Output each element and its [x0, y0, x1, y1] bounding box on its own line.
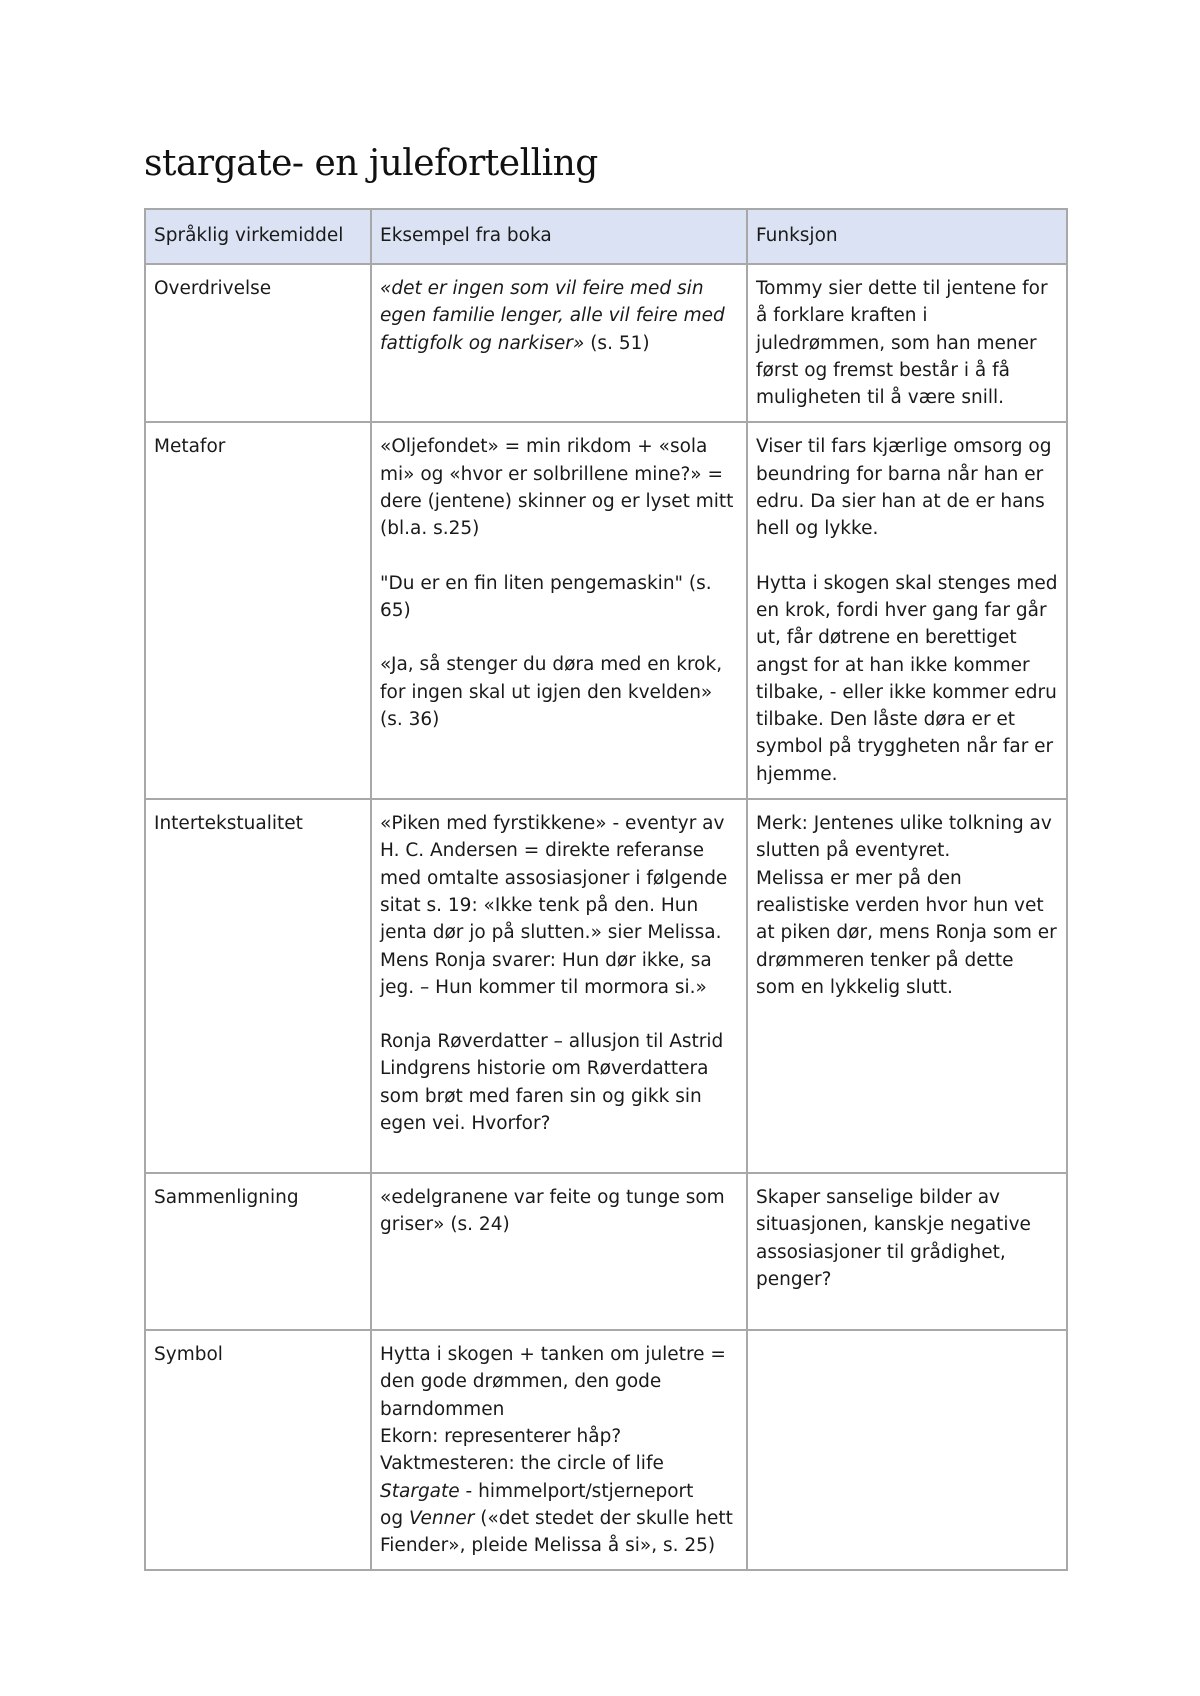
- cell-term: Overdrivelse: [145, 264, 371, 422]
- cell-function: [747, 422, 1067, 799]
- example-ref: (s. 51): [584, 332, 650, 354]
- example-line: [380, 1505, 738, 1560]
- cell-function: Tommy sier dette til jentene for å forklare kraften i juledrømmen, som han mener først og fremst består i å få muligheten til å være snill.: [747, 264, 1067, 422]
- table-row: [145, 264, 1067, 422]
- example-line: Hytta i skogen + tanken om juletre = den gode drømmen, den gode barndommen: [380, 1344, 726, 1420]
- cell-example: [371, 264, 747, 422]
- cell-term: Metafor: [145, 422, 371, 799]
- cell-example: [371, 422, 747, 799]
- header-device: Språklig virkemiddel: [145, 209, 371, 264]
- table-row: [145, 1173, 1067, 1330]
- header-example: Eksempel fra boka: [371, 209, 747, 264]
- cell-function: Skaper sanselige bilder av situasjonen, kanskje negative assosiasjoner til grådighet, penger?: [747, 1173, 1067, 1330]
- function-paragraph: Viser til fars kjærlige omsorg og beundring for barna når han er edru. Da sier han at de er hans hell og lykke.: [756, 436, 1052, 540]
- devices-table: [144, 208, 1068, 1571]
- example-quote: «det er ingen som vil feire med sin egen familie lenger, alle vil feire med fattigfolk og narkiser»: [380, 278, 725, 354]
- cell-example: [371, 1330, 747, 1570]
- table-row: [145, 422, 1067, 799]
- example-paragraph: "Du er en fin liten pengemaskin" (s. 65): [380, 572, 712, 621]
- function-paragraph: Merk: Jentenes ulike tolkning av slutten på eventyret.: [756, 813, 1052, 862]
- example-line: Ekorn: representerer håp?: [380, 1425, 622, 1447]
- example-paragraph: «Oljefondet» = min rikdom + «sola mi» og «hvor er solbrillene mine?» = dere (jentene) skinner og er lyset mitt (bl.a. s.25): [380, 436, 734, 540]
- header-function: Funksjon: [747, 209, 1067, 264]
- table-row: [145, 1330, 1067, 1570]
- italic-title: Stargate: [380, 1480, 460, 1502]
- example-paragraph: Ronja Røverdatter – allusjon til Astrid Lindgrens historie om Røverdattera som brøt med faren sin og gikk sin egen vei. Hvorfor?: [380, 1031, 724, 1135]
- page-title: stargate- en julefortelling: [144, 143, 598, 184]
- italic-title: Venner: [408, 1507, 475, 1529]
- cell-function: [747, 799, 1067, 1173]
- table-header-row: [145, 209, 1067, 264]
- example-text: («det stedet der skulle hett Fiender», pleide Melissa å si», s. 25): [380, 1507, 733, 1557]
- example-text: og: [380, 1507, 409, 1529]
- table-row: [145, 799, 1067, 1173]
- function-paragraph: Melissa er mer på den realistiske verden hvor hun vet at piken dør, mens Ronja som er drømmeren tenker på dette som en lykkelig slutt.: [756, 867, 1057, 998]
- example-text: - himmelport/stjerneport: [459, 1480, 694, 1502]
- cell-term: Sammenligning: [145, 1173, 371, 1330]
- cell-term: Symbol: [145, 1330, 371, 1570]
- cell-example: «edelgranene var feite og tunge som griser» (s. 24): [371, 1173, 747, 1330]
- cell-function: [747, 1330, 1067, 1570]
- example-line: Vaktmesteren: the circle of life: [380, 1453, 664, 1475]
- cell-term: Intertekstualitet: [145, 799, 371, 1173]
- example-paragraph: «Piken med fyrstikkene» - eventyr av H. C. Andersen = direkte referanse med omtalte assosiasjoner i følgende sitat s. 19: «Ikke tenk på den. Hun jenta dør jo på slutten.» sier Melissa. Mens Ronja svarer: Hun dør ikke, sa jeg. – Hun kommer til mormora si.»: [380, 813, 728, 998]
- example-line: [380, 1478, 738, 1505]
- function-paragraph: Hytta i skogen skal stenges med en krok, fordi hver gang far går ut, får døtrene en berettiget angst for at han ikke kommer tilbake, - eller ikke kommer edru tilbake. Den låste døra er et symbol på tryggheten når far er hjemme.: [756, 572, 1058, 785]
- cell-example: [371, 799, 747, 1173]
- example-paragraph: «Ja, så stenger du døra med en krok, for ingen skal ut igjen den kvelden» (s. 36): [380, 654, 723, 730]
